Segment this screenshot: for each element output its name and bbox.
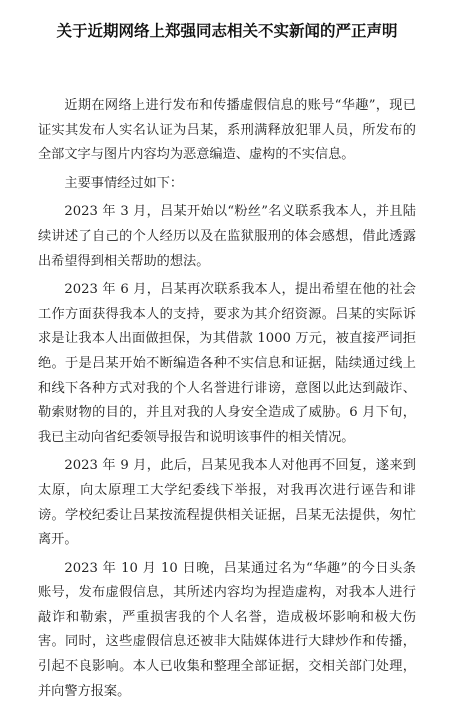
paragraph-intro: 近期在网络上进行发布和传播虚假信息的账号“华趣”，现已证实其发布人实名认证为吕某，系刑满释放犯罪人员，所发布的全部文字与图片内容均为恶意编造、虚构的不实信息。 [38, 98, 416, 163]
document-body [38, 94, 416, 704]
paragraph-heading: 主要事情经过如下： [64, 175, 184, 191]
paragraph-june: 2023 年 6 月，吕某再次联系我本人，提出希望在他的社会工作方面获得我本人的支持，要求为其介绍资源。吕某的实际诉求是让我本人出面做担保，为其借款 1000 万元，被直接严词拒绝。于是吕某开始不断编造各种不实信息和证据，陆续通过线上和线下各种方式对我的个人名誉进行诽谤，意图以此达到敲诈、勒索财物的目的，并且对我的人身安全造成了威胁。6 月下旬，我已主动向省纪委领导报告和说明该事件的相关情况。 [38, 282, 416, 445]
paragraph-september: 2023 年 9 月，此后，吕某见我本人对他再不回复，遂来到太原，向太原理工大学纪委线下举报，对我再次进行诬告和诽谤。学校纪委让吕某按流程提供相关证据，吕某无法提供，匆忙离开。 [38, 458, 416, 548]
paragraph-october: 2023 年 10 月 10 日晚，吕某通过名为“华趣”的今日头条账号，发布虚假信息，其所述内容均为捏造虚构，对我本人进行敲诈和勒索，严重损害我的个人名誉，造成极坏影响和极大伤害。同时，这些虚假信息还被非大陆媒体进行大肆炒作和传播，引起不良影响。本人已收集和整理全部证据，交相关部门处理，并向警方报案。 [38, 560, 416, 699]
document-title: 关于近期网络上郑强同志相关不实新闻的严正声明 [56, 22, 398, 40]
paragraph-march: 2023 年 3 月，吕某开始以“粉丝”名义联系我本人，并且陆续讲述了自己的个人经历以及在监狱服刑的体会感想，借此透露出希望得到相关帮助的想法。 [38, 204, 416, 269]
